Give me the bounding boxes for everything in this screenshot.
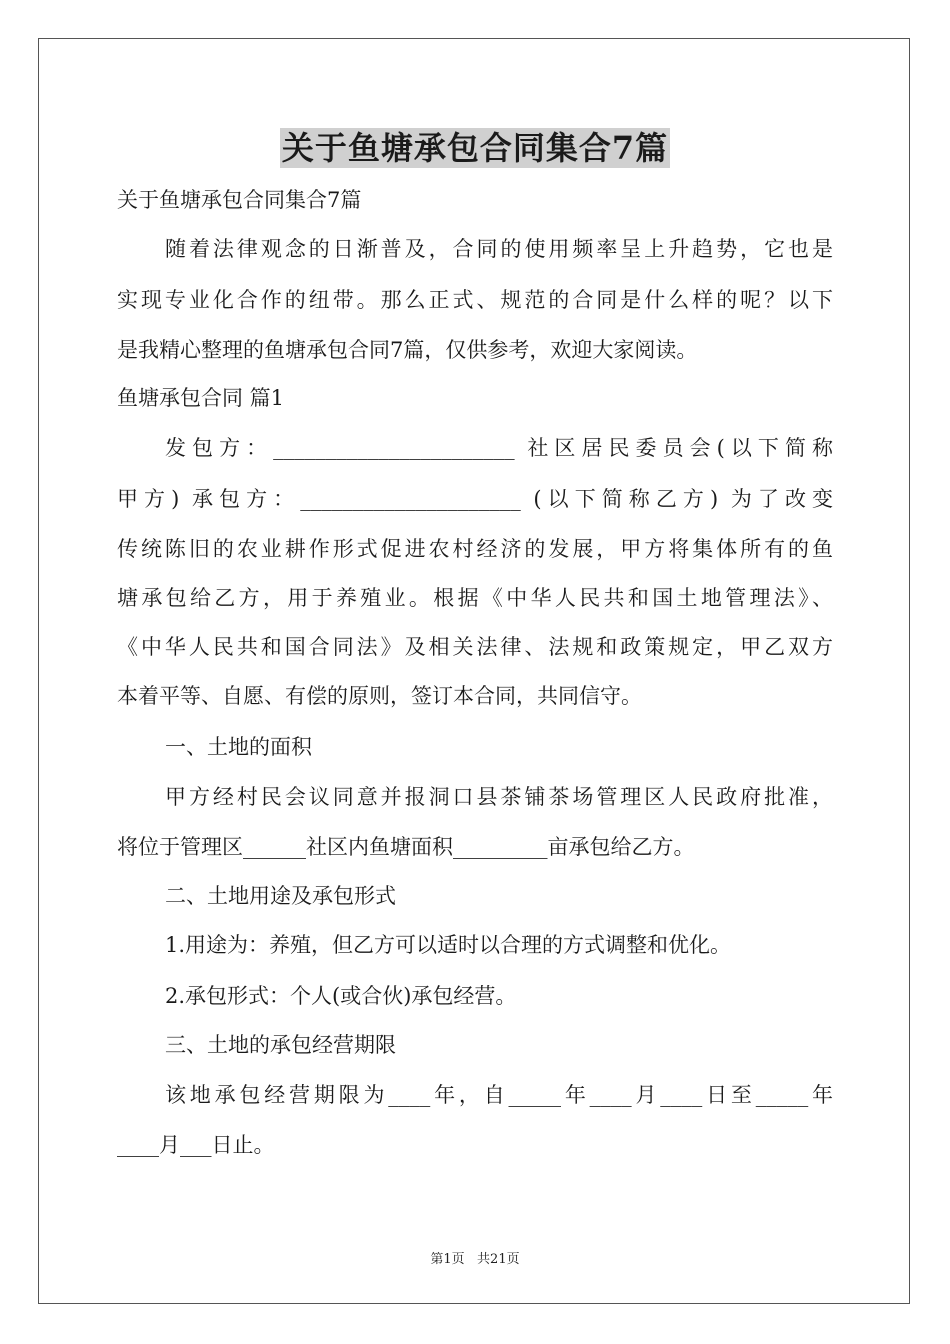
paragraph-line: 是我精心整理的鱼塘承包合同7篇，仅供参考，欢迎大家阅读。 — [117, 338, 698, 362]
paragraph-line: 实现专业化合作的纽带。那么正式、规范的合同是什么样的呢？以下 — [117, 288, 833, 312]
section-heading: 鱼塘承包合同 篇1 — [117, 386, 285, 410]
title-container — [0, 128, 950, 168]
paragraph-line: 甲方) 承包方：_____________________ (以下简称乙方) 为了改变 — [117, 487, 833, 511]
paragraph-line: 该地承包经营期限为____年，自_____年____月____日至_____年 — [165, 1083, 833, 1107]
document-title: 关于鱼塘承包合同集合7篇 — [281, 129, 669, 167]
clause-heading: 二、土地用途及承包形式 — [165, 884, 396, 908]
paragraph-line: 随着法律观念的日渐普及，合同的使用频率呈上升趋势，它也是 — [165, 237, 833, 261]
clause-heading: 三、土地的承包经营期限 — [165, 1033, 396, 1057]
paragraph-line: 塘承包给乙方，用于养殖业。根据《中华人民共和国土地管理法》、 — [117, 586, 833, 610]
paragraph-line: 传统陈旧的农业耕作形式促进农村经济的发展，甲方将集体所有的鱼 — [117, 537, 833, 561]
page-footer: 第1页 共21页 — [430, 1252, 520, 1267]
paragraph-line: 甲方经村民会议同意并报洞口县茶铺茶场管理区人民政府批准， — [165, 785, 833, 809]
paragraph-line: 本着平等、自愿、有偿的原则，签订本合同，共同信守。 — [117, 684, 642, 708]
paragraph-line: 将位于管理区______社区内鱼塘面积_________亩承包给乙方。 — [117, 835, 695, 859]
paragraph-line: 2.承包形式：个人(或合伙)承包经营。 — [165, 984, 517, 1008]
document-subtitle: 关于鱼塘承包合同集合7篇 — [117, 188, 362, 212]
paragraph-line: ____月___日止。 — [117, 1133, 275, 1157]
page-border — [38, 38, 910, 1304]
paragraph-line: 1.用途为：养殖，但乙方可以适时以合理的方式调整和优化。 — [165, 933, 732, 957]
clause-heading: 一、土地的面积 — [165, 735, 312, 759]
paragraph-line: 《中华人民共和国合同法》及相关法律、法规和政策规定，甲乙双方 — [117, 635, 833, 659]
paragraph-line: 发包方：_______________________ 社区居民委员会(以下简称 — [165, 436, 833, 460]
